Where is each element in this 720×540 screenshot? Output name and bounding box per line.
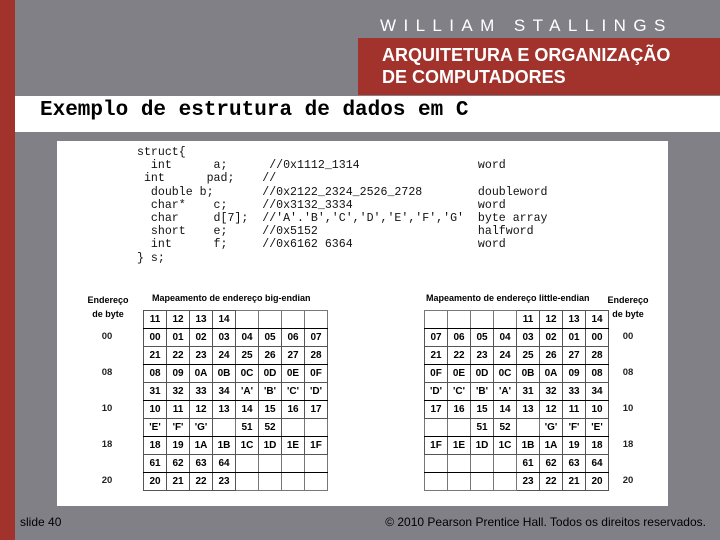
memory-cell: 21 xyxy=(425,347,448,365)
memory-cell: 'B' xyxy=(259,383,282,401)
memory-cell: 13 xyxy=(213,401,236,419)
left-accent-bar xyxy=(0,0,15,540)
memory-cell: 11 xyxy=(144,311,167,329)
memory-row xyxy=(425,329,609,347)
memory-cell: 01 xyxy=(563,329,586,347)
memory-cell: 0A xyxy=(540,365,563,383)
memory-cell: 05 xyxy=(259,329,282,347)
memory-cell xyxy=(425,473,448,491)
memory-cell: 18 xyxy=(144,437,167,455)
memory-cell: 0F xyxy=(305,365,328,383)
memory-row xyxy=(144,347,328,365)
big-endian-address-heading xyxy=(81,293,135,321)
memory-cell: 27 xyxy=(282,347,305,365)
byte-address-label: 18 xyxy=(101,439,113,450)
memory-cell: 0E xyxy=(282,365,305,383)
memory-cell xyxy=(448,473,471,491)
memory-cell: 0A xyxy=(190,365,213,383)
memory-cell: 09 xyxy=(563,365,586,383)
copyright-notice: © 2010 Pearson Prentice Hall. Todos os direitos reservados. xyxy=(385,515,706,529)
memory-cell: 28 xyxy=(586,347,609,365)
memory-cell: 23 xyxy=(517,473,540,491)
code-line: char* c; //0x3132_3334 word xyxy=(137,198,506,212)
byte-address-label: 00 xyxy=(622,331,634,342)
memory-cell: 'D' xyxy=(305,383,328,401)
little-endian-memory-map xyxy=(424,310,609,491)
memory-cell xyxy=(471,311,494,329)
memory-row xyxy=(425,401,609,419)
memory-cell: 21 xyxy=(144,347,167,365)
memory-cell: 1C xyxy=(236,437,259,455)
memory-cell xyxy=(517,419,540,437)
memory-cell: 1B xyxy=(213,437,236,455)
memory-cell: 11 xyxy=(563,401,586,419)
memory-cell: 26 xyxy=(259,347,282,365)
memory-cell xyxy=(236,455,259,473)
memory-cell: 'G' xyxy=(540,419,563,437)
memory-cell: 0B xyxy=(517,365,540,383)
memory-row xyxy=(425,473,609,491)
memory-cell: 08 xyxy=(144,365,167,383)
address-heading-line: de byte xyxy=(612,309,644,319)
memory-cell: 18 xyxy=(586,437,609,455)
memory-cell: 14 xyxy=(494,401,517,419)
slide-title: Exemplo de estrutura de dados em C xyxy=(40,99,469,122)
memory-cell: 22 xyxy=(167,347,190,365)
memory-cell: 22 xyxy=(448,347,471,365)
book-title-line-2: DE COMPUTADORES xyxy=(382,67,566,87)
memory-cell xyxy=(259,473,282,491)
memory-cell: 12 xyxy=(167,311,190,329)
little-endian-title: Mapeamento de endereço little-endian xyxy=(426,293,590,303)
memory-cell: 12 xyxy=(540,401,563,419)
memory-cell: 02 xyxy=(540,329,563,347)
memory-cell: 04 xyxy=(494,329,517,347)
byte-address-label: 20 xyxy=(101,475,113,486)
memory-cell: 'A' xyxy=(236,383,259,401)
memory-cell: 14 xyxy=(236,401,259,419)
memory-cell: 01 xyxy=(167,329,190,347)
author-name: WILLIAM STALLINGS xyxy=(380,16,673,35)
memory-cell: 26 xyxy=(540,347,563,365)
code-line: double b; //0x2122_2324_2526_2728 doubleword xyxy=(137,185,548,199)
memory-cell: 02 xyxy=(190,329,213,347)
memory-cell: 'C' xyxy=(282,383,305,401)
memory-cell: 13 xyxy=(563,311,586,329)
memory-cell: 52 xyxy=(494,419,517,437)
memory-cell xyxy=(494,473,517,491)
memory-cell: 33 xyxy=(563,383,586,401)
memory-cell: 0F xyxy=(425,365,448,383)
memory-cell xyxy=(425,455,448,473)
memory-cell: 15 xyxy=(471,401,494,419)
byte-address-label: 10 xyxy=(622,403,634,414)
memory-cell: 0D xyxy=(259,365,282,383)
memory-row xyxy=(144,383,328,401)
memory-row xyxy=(425,383,609,401)
memory-cell: 34 xyxy=(213,383,236,401)
address-heading-line: Endereço xyxy=(87,295,129,305)
memory-cell: 0D xyxy=(471,365,494,383)
byte-address-label: 18 xyxy=(622,439,634,450)
memory-cell: 10 xyxy=(144,401,167,419)
code-line: struct{ xyxy=(137,146,186,159)
memory-cell: 13 xyxy=(190,311,213,329)
memory-row xyxy=(425,311,609,329)
memory-cell: 04 xyxy=(236,329,259,347)
memory-cell: 1A xyxy=(540,437,563,455)
memory-cell: 23 xyxy=(190,347,213,365)
memory-cell xyxy=(282,455,305,473)
memory-row xyxy=(144,419,328,437)
memory-cell xyxy=(259,455,282,473)
book-title-banner xyxy=(358,38,720,95)
memory-cell: 'C' xyxy=(448,383,471,401)
memory-cell: 25 xyxy=(236,347,259,365)
memory-cell: 34 xyxy=(586,383,609,401)
memory-cell: 21 xyxy=(167,473,190,491)
byte-address-label: 10 xyxy=(101,403,113,414)
memory-cell: 'D' xyxy=(425,383,448,401)
memory-cell: 63 xyxy=(190,455,213,473)
memory-cell: 'E' xyxy=(144,419,167,437)
memory-cell: 64 xyxy=(213,455,236,473)
memory-cell: 'E' xyxy=(586,419,609,437)
memory-cell: 32 xyxy=(167,383,190,401)
memory-cell: 05 xyxy=(471,329,494,347)
memory-cell: 'G' xyxy=(190,419,213,437)
memory-cell xyxy=(494,455,517,473)
memory-cell: 1E xyxy=(448,437,471,455)
memory-row xyxy=(144,437,328,455)
memory-cell: 0C xyxy=(236,365,259,383)
slide-number: slide 40 xyxy=(20,515,62,529)
memory-cell: 19 xyxy=(167,437,190,455)
byte-address-label: 00 xyxy=(101,331,113,342)
memory-cell: 28 xyxy=(305,347,328,365)
memory-cell: 20 xyxy=(586,473,609,491)
memory-row xyxy=(425,437,609,455)
memory-cell xyxy=(448,419,471,437)
memory-cell: 0B xyxy=(213,365,236,383)
memory-cell: 07 xyxy=(305,329,328,347)
code-line: char d[7]; //'A'.'B','C','D','E','F','G' byte array xyxy=(137,212,548,226)
memory-cell: 25 xyxy=(517,347,540,365)
memory-row xyxy=(425,365,609,383)
big-endian-title: Mapeamento de endereço big-endian xyxy=(152,293,311,303)
memory-cell: 1E xyxy=(282,437,305,455)
memory-cell: 51 xyxy=(471,419,494,437)
memory-cell: 12 xyxy=(540,311,563,329)
memory-cell: 62 xyxy=(540,455,563,473)
memory-cell: 12 xyxy=(190,401,213,419)
memory-cell xyxy=(236,473,259,491)
memory-cell: 63 xyxy=(563,455,586,473)
memory-cell: 09 xyxy=(167,365,190,383)
memory-cell: 'F' xyxy=(167,419,190,437)
memory-cell: 17 xyxy=(305,401,328,419)
memory-cell: 0E xyxy=(448,365,471,383)
memory-cell: 62 xyxy=(167,455,190,473)
memory-cell: 06 xyxy=(282,329,305,347)
memory-row xyxy=(144,329,328,347)
code-line: } s; xyxy=(137,251,165,265)
memory-row xyxy=(144,455,328,473)
memory-cell: 19 xyxy=(563,437,586,455)
memory-cell xyxy=(236,311,259,329)
memory-cell: 27 xyxy=(563,347,586,365)
memory-row xyxy=(144,365,328,383)
memory-cell xyxy=(282,473,305,491)
memory-cell xyxy=(471,455,494,473)
figure-panel xyxy=(57,141,668,506)
memory-cell: 16 xyxy=(282,401,305,419)
c-struct-code xyxy=(137,146,548,265)
memory-cell xyxy=(213,419,236,437)
memory-cell xyxy=(448,455,471,473)
memory-row xyxy=(425,347,609,365)
memory-cell: 22 xyxy=(540,473,563,491)
memory-cell: 1B xyxy=(517,437,540,455)
memory-cell xyxy=(259,311,282,329)
memory-cell: 1D xyxy=(471,437,494,455)
memory-cell: 15 xyxy=(259,401,282,419)
memory-cell: 13 xyxy=(517,401,540,419)
code-line: int a; //0x1112_1314 word xyxy=(137,159,506,173)
memory-cell: 61 xyxy=(144,455,167,473)
big-endian-memory-map xyxy=(143,310,328,491)
byte-address-label: 20 xyxy=(622,475,634,486)
memory-cell: 00 xyxy=(586,329,609,347)
memory-cell: 03 xyxy=(213,329,236,347)
memory-cell: 11 xyxy=(167,401,190,419)
memory-cell: 07 xyxy=(425,329,448,347)
memory-cell: 0C xyxy=(494,365,517,383)
memory-cell: 1D xyxy=(259,437,282,455)
memory-cell: 1A xyxy=(190,437,213,455)
memory-cell: 16 xyxy=(448,401,471,419)
memory-cell: 1F xyxy=(425,437,448,455)
memory-cell xyxy=(305,473,328,491)
memory-row xyxy=(144,311,328,329)
memory-cell: 31 xyxy=(517,383,540,401)
memory-cell: 31 xyxy=(144,383,167,401)
memory-cell: 23 xyxy=(471,347,494,365)
memory-cell: 1F xyxy=(305,437,328,455)
memory-cell: 11 xyxy=(517,311,540,329)
book-title-line-1: ARQUITETURA E ORGANIZAÇÃO xyxy=(382,45,671,65)
memory-cell: 'A' xyxy=(494,383,517,401)
memory-cell: 23 xyxy=(213,473,236,491)
memory-cell: 14 xyxy=(586,311,609,329)
code-line: short e; //0x5152 halfword xyxy=(137,225,534,239)
memory-row xyxy=(425,455,609,473)
memory-cell: 61 xyxy=(517,455,540,473)
memory-row xyxy=(144,401,328,419)
memory-cell: 20 xyxy=(144,473,167,491)
memory-cell: 32 xyxy=(540,383,563,401)
little-endian-address-heading xyxy=(601,293,655,321)
memory-cell xyxy=(305,419,328,437)
code-line: int f; //0x6162 6364 word xyxy=(137,238,506,252)
byte-address-label: 08 xyxy=(101,367,113,378)
memory-cell: 00 xyxy=(144,329,167,347)
memory-cell: 1C xyxy=(494,437,517,455)
memory-cell: 51 xyxy=(236,419,259,437)
memory-cell xyxy=(471,473,494,491)
memory-cell: 33 xyxy=(190,383,213,401)
address-heading-line: de byte xyxy=(92,309,124,319)
memory-cell: 08 xyxy=(586,365,609,383)
memory-cell: 'F' xyxy=(563,419,586,437)
memory-cell: 17 xyxy=(425,401,448,419)
code-line: int pad; // xyxy=(137,172,277,186)
byte-address-label: 08 xyxy=(622,367,634,378)
memory-cell: 24 xyxy=(213,347,236,365)
memory-cell: 10 xyxy=(586,401,609,419)
memory-cell xyxy=(305,311,328,329)
memory-cell xyxy=(425,419,448,437)
memory-cell: 21 xyxy=(563,473,586,491)
memory-row xyxy=(144,473,328,491)
memory-cell xyxy=(448,311,471,329)
memory-cell: 'B' xyxy=(471,383,494,401)
memory-cell xyxy=(425,311,448,329)
memory-cell: 24 xyxy=(494,347,517,365)
memory-row xyxy=(425,419,609,437)
memory-cell: 52 xyxy=(259,419,282,437)
address-heading-line: Endereço xyxy=(607,295,649,305)
memory-cell: 22 xyxy=(190,473,213,491)
memory-cell xyxy=(282,311,305,329)
memory-cell xyxy=(282,419,305,437)
memory-cell: 64 xyxy=(586,455,609,473)
memory-cell xyxy=(494,311,517,329)
memory-cell: 14 xyxy=(213,311,236,329)
memory-cell: 06 xyxy=(448,329,471,347)
memory-cell: 03 xyxy=(517,329,540,347)
memory-cell xyxy=(305,455,328,473)
